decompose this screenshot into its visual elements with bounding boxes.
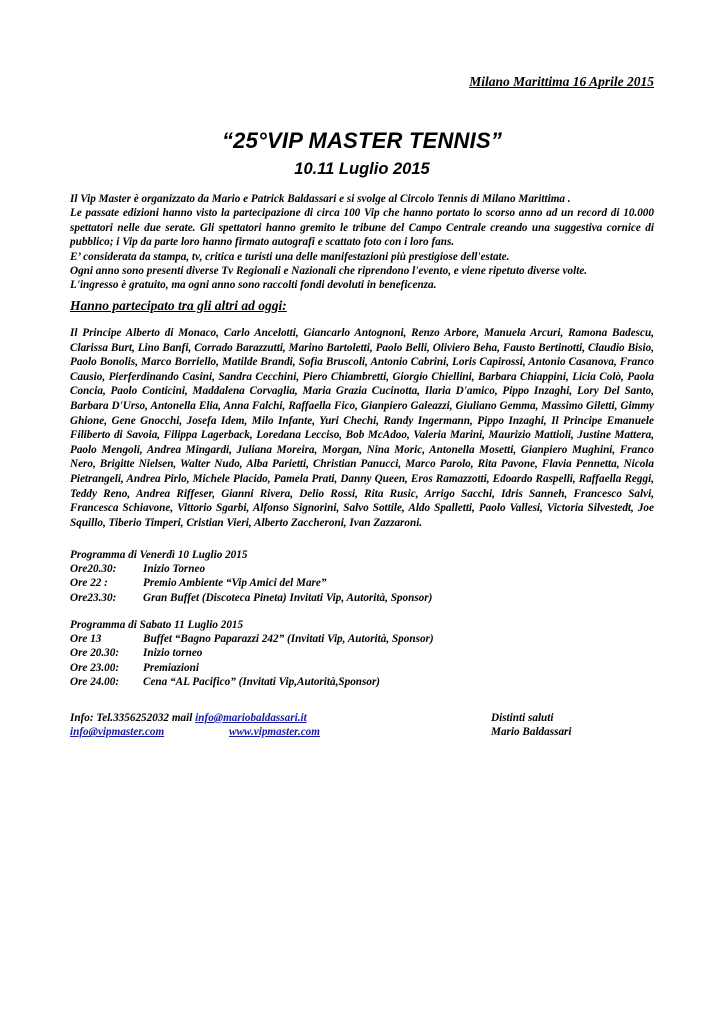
contact-line xyxy=(70,711,654,725)
email-link-vipmaster[interactable]: info@vipmaster.com xyxy=(70,726,165,739)
intro-line: Il Vip Master è organizzato da Mario e Patrick Baldassari e si svolge al Circolo Tennis di Milano Marittima . xyxy=(70,193,571,205)
program-title: Programma di Sabato 11 Luglio 2015 xyxy=(70,619,244,631)
program-saturday xyxy=(70,618,630,689)
program-event: Premiazioni xyxy=(143,661,199,674)
email-link-mariobaldassari[interactable]: info@mariobaldassari.it xyxy=(195,712,307,724)
program-event: Cena “AL Pacifico” (Invitati Vip,Autorità,Sponsor) xyxy=(143,675,381,688)
participants-heading: Hanno partecipato tra gli altri ad oggi: xyxy=(70,298,287,313)
program-row xyxy=(70,661,630,675)
signature: Mario Baldassari xyxy=(491,726,572,739)
program-friday xyxy=(70,548,630,605)
contact-line xyxy=(70,725,654,739)
info-label: Info: Tel.3356252032 mail xyxy=(70,712,193,724)
website-link[interactable]: www.vipmaster.com xyxy=(229,726,320,739)
program-time: Ore 13 xyxy=(70,633,102,646)
program-row xyxy=(70,675,630,689)
program-row xyxy=(70,591,630,605)
participants-list: Il Principe Alberto di Monaco, Carlo Ancelotti, Giancarlo Antognoni, Renzo Arbore, Manuela Arcuri, Ramona Badescu, Clarissa Burt, Lino Banfi, Corrado Barazzutti, Marino Bartoletti, Paolo Belli, Oliviero Beha, Fausto Bertinotti, Claudio Bisio, Paolo Bonolis, Marco Borriello, Matilde Brandi, Sofia Bruscoli, Antonio Cabrini, Loris Capirossi, Antonio Casanova, Franco Causio, Pierferdinando Casini, Sandra Cecchini, Piero Chiambretti, Giorgio Chiellini, Barbara Chiappini, Licia Colò, Paola Concia, Paolo Conticini, Maddalena Corvaglia, Maria Grazia Cucinotta, Ilaria D'amico, Pippo Inzaghi, Lory Del Santo, Barbara D'Urso, Antonella Elia, Anna Falchi, Raffaella Fico, Gianpiero Galeazzi, Giuliano Gemma, Massimo Giletti, Gimmy Ghione, Gene Gnocchi, Josefa Idem, Milo Infante, Yuri Chechi, Randy Ingermann, Pippo Inzaghi, Il Principe Emanuele Filiberto di Savoia, Filippa Lagerback, Loredana Lecciso, Bob McAdoo, Valeria Marini, Maurizio Mattioli, Justine Mattera, Paolo Mengoli, Andrea Mingardi, Juliana Moreira, Morgan, Nina Moric, Antonella Mosetti, Gianpiero Mughini, Franco Nero, Brigitte Nielsen, Walter Nudo, Alba Parietti, Christian Panucci, Marco Parolo, Rita Pavone, Flavia Pennetta, Nicola Pietrangeli, Andrea Pirlo, Michele Placido, Pamela Prati, Danny Queen, Eros Ramazzotti, Edoardo Raspelli, Raffaella Reggi, Teddy Reno, Andrea Riffeser, Gianni Rivera, Delio Rossi, Rita Rusic, Arrigo Sacchi, Idris Sanneh, Francesco Salvi, Francesca Schiavone, Vittorio Sgarbi, Alfonso Signorini, Salvo Sottile, Aldo Spalletti, Paolo Vallesi, Victoria Silvestedt, Joe Squillo, Tiberio Timperi, Cristian Vieri, Alberto Zaccheroni, Ivan Zazzaroni. xyxy=(70,327,654,529)
intro-line: Le passate edizioni hanno visto la partecipazione di circa 100 Vip che hanno portato lo scorso anno ad un record di 10.000 spettatori nelle due serate. Gli spettatori hanno gremito le tribune del Campo Centrale creando una suggestiva cornice di pubblico; i Vip da parte loro hanno firmato autografi e scattato foto con i loro fans. xyxy=(70,207,654,249)
program-time: Ore 22 : xyxy=(70,577,108,590)
program-time: Ore20.30: xyxy=(70,563,117,576)
contacts-block xyxy=(70,711,654,740)
program-event: Inizio Torneo xyxy=(143,563,206,576)
closing-text: Distinti saluti xyxy=(491,712,554,724)
event-dates: 10.11 Luglio 2015 xyxy=(294,160,430,178)
date-line: Milano Marittima 16 Aprile 2015 xyxy=(469,74,654,89)
program-row xyxy=(70,632,630,646)
intro-paragraph xyxy=(70,192,654,293)
program-title: Programma di Venerdì 10 Luglio 2015 xyxy=(70,549,248,561)
program-event: Gran Buffet (Discoteca Pineta) Invitati Vip, Autorità, Sponsor) xyxy=(143,591,433,604)
intro-line: L'ingresso è gratuito, ma ogni anno sono raccolti fondi devoluti in beneficenza. xyxy=(70,279,437,292)
program-event: Premio Ambiente “Vip Amici del Mare” xyxy=(143,577,327,590)
intro-line: Ogni anno sono presenti diverse Tv Regionali e Nazionali che riprendono l'evento, e viene ripetuto diverse volte. xyxy=(70,265,588,278)
program-event: Inizio torneo xyxy=(143,647,203,660)
program-row xyxy=(70,646,630,660)
program-time: Ore23.30: xyxy=(70,591,117,604)
intro-line: E’ considerata da stampa, tv, critica e turisti una delle manifestazioni più prestigiose dell'estate. xyxy=(70,250,510,263)
program-event: Buffet “Bagno Paparazzi 242” (Invitati Vip, Autorità, Sponsor) xyxy=(143,633,434,646)
program-row xyxy=(70,562,630,576)
program-time: Ore 23.00: xyxy=(70,661,120,674)
program-time: Ore 24.00: xyxy=(70,675,120,688)
program-row xyxy=(70,576,630,590)
program-time: Ore 20.30: xyxy=(70,647,120,660)
event-title: “25°VIP MASTER TENNIS” xyxy=(221,128,503,153)
